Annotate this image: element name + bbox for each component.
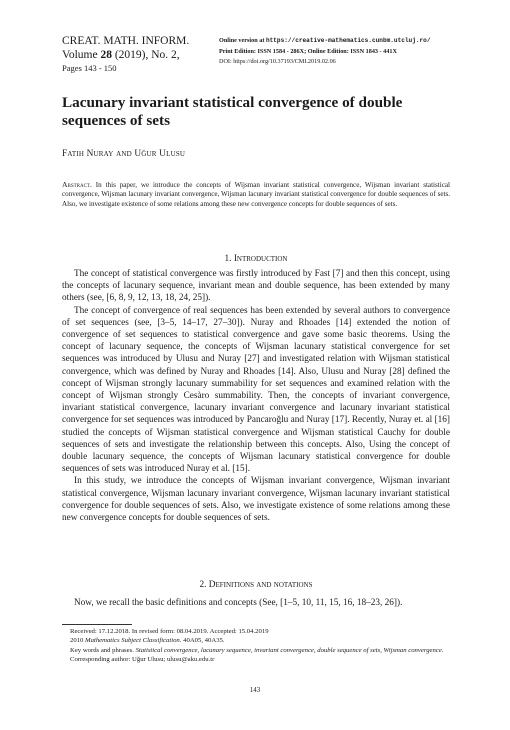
footnote-msc: 2010 Mathematics Subject Classification. 40A05, 40A35.	[70, 637, 225, 645]
paragraph: Now, we recall the basic definitions and concepts (See, [1–5, 10, 11, 15, 16, 18–23, 26]).	[74, 598, 403, 608]
abstract-label: Abstract.	[62, 180, 92, 189]
definitions-body	[62, 597, 450, 609]
paragraph: In this study, we introduce the concepts of Wijsman invariant convergence, Wijsman invariant statistical convergence, Wijsman lacunary invariant convergence, Wijsman lacunary invariant statistical convergence for double sequences of sets. Also, we investigate existence of some relations among these new convergence concepts for double sequences of sets.	[62, 476, 450, 524]
journal-header	[62, 34, 189, 74]
footnote-rule	[62, 624, 132, 625]
online-version: Online version at https://creative-mathematics.cunbm.utcluj.ro/	[219, 37, 431, 44]
journal-pages: Pages 143 - 150	[62, 63, 117, 73]
publication-info	[219, 36, 431, 68]
journal-volume: Volume 28 (2019), No. 2,	[62, 49, 180, 61]
paragraph: The concept of statistical convergence was firstly introduced by Fast [7] and then this concept, using the concepts of lacunary sequence, invariant mean and double sequence, has been extended by many others (see, [6, 8, 9, 12, 13, 18, 24, 25]).	[62, 269, 450, 304]
page-number: 143	[249, 686, 261, 694]
footnotes	[62, 627, 454, 665]
journal-name: CREAT. MATH. INFORM.	[62, 35, 190, 47]
section-heading-introduction: 1. Introduction	[224, 254, 288, 264]
doi-line[interactable]: DOI: https://doi.org/10.37193/CMI.2019.02.06	[219, 58, 336, 65]
footnote-keywords: Key words and phrases. Statistical convergence, lacunary sequence, invariant convergence, double sequence of sets, Wijsman convergence.	[70, 646, 444, 654]
abstract	[62, 180, 450, 209]
footnote-received: Received: 17.12.2018. In revised form: 08.04.2019. Accepted: 15.04.2019	[70, 628, 269, 635]
paper-title: Lacunary invariant statistical convergence of double sequences of sets	[62, 94, 403, 129]
paper-authors: Fatih Nuray and Uğur Ulusu	[62, 149, 186, 159]
section-heading-definitions: 2. Definitions and notations	[199, 580, 313, 590]
issn-line: Print Edition: ISSN 1584 - 286X; Online Edition: ISSN 1843 - 441X	[219, 47, 397, 55]
online-url[interactable]: https://creative-mathematics.cunbm.utcluj.ro/	[265, 37, 431, 44]
paragraph: The concept of convergence of real sequences has been extended by several authors to convergence of set sequences (see, [3–5, 14–17, 27–30]). Nuray and Rhoades [14] extended the notion of convergence of set sequences to statistical convergence and gave some basic theorems. Using the concept of lacunary sequence, the concepts of Wijsman lacunary statistical convergence for set sequences was introduced by Ulusu and Nuray [27] and investigated relation with Wijsman statistical convergence, which was defined by Nuray and Rhoades [14]. Also, Ulusu and Nuray [28] defined the concept of Wijsman strongly lacunary summability for set sequences and examined relation with the concept of Wijsman strongly Cesàro summability. Then, the concepts of invariant convergence, invariant statistical convergence, lacunary invariant convergence and lacunary invariant statistical convergence for set sequences was introduced by Pancaroğlu and Nuray [17]. Recently, Nuray et. al [16] studied the concepts of Wijsman statistical convergence and Wijsman statistical Cauchy for double sequences of sets and investigate the relationship between this concepts. Also, Using the concept of double lacunary sequence, the concepts of Wijsman lacunary statistical convergence for double sequences of sets was introduced Nuray et al. [15].	[62, 305, 450, 475]
footnote-corresponding: Corresponding author: Uğur Ulusu; ulusu@aku.edu.tr	[70, 656, 215, 664]
abstract-text: In this paper, we introduce the concepts of Wijsman invariant statistical convergence, Wijsman invariant statistical convergence, Wijsman lacunary invariant convergence, Wijsman lacunary invariant statistical convergence for double sequences of sets. Also, we investigate existence of some relations among these new convergence concepts for double sequences of sets.	[62, 181, 450, 208]
introduction-body	[62, 268, 450, 524]
